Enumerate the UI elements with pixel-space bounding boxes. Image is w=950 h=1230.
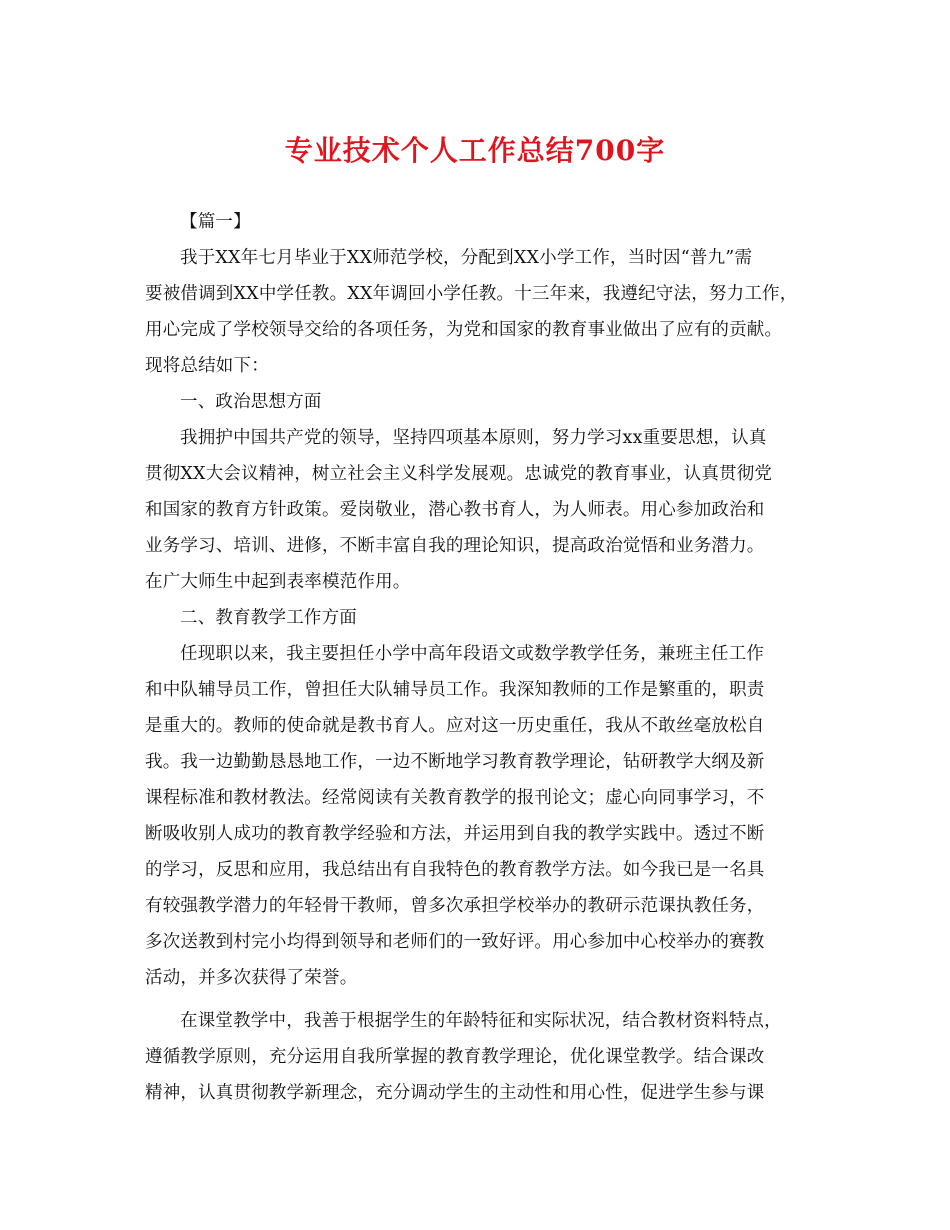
text-line: 活动，并多次获得了荣誉。	[145, 968, 358, 988]
text-line: 断吸收别人成功的教育教学经验和方法，并运用到自我的教学实践中。透过不断	[145, 824, 765, 844]
text-line: 有较强教学潜力的年轻骨干教师，曾多次承担学校举办的教研示范课执教任务，	[145, 896, 765, 916]
text-line: 贯彻XX大会议精神，树立社会主义科学发展观。忠诚党的教育事业，认真贯彻党	[145, 464, 773, 484]
text-line: 在课堂教学中，我善于根据学生的年龄特征和实际状况，结合教材资料特点，	[180, 1011, 782, 1031]
text-line: 和中队辅导员工作，曾担任大队辅导员工作。我深知教师的工作是繁重的，职责	[145, 680, 765, 700]
text-line: 现将总结如下：	[145, 356, 269, 376]
text-line: 和国家的教育方针政策。爱岗敬业，潜心教书育人，为人师表。用心参加政治和	[145, 500, 765, 520]
text-line: 在广大师生中起到表率模范作用。	[145, 572, 411, 592]
text-line: 是重大的。教师的使命就是教书育人。应对这一历史重任，我从不敢丝毫放松自	[145, 716, 765, 736]
document-title: 专业技术个人工作总结700字	[284, 134, 666, 167]
text-line: 多次送教到村完小均得到领导和老师们的一致好评。用心参加中心校举办的赛教	[145, 932, 765, 952]
text-line: 课程标准和教材教法。经常阅读有关教育教学的报刊论文；虚心向同事学习，不	[145, 788, 765, 808]
document-body	[145, 204, 810, 1111]
text-line: 任现职以来，我主要担任小学中高年段语文或数学教学任务，兼班主任工作	[180, 644, 765, 664]
text-line: 业务学习、培训、进修，不断丰富自我的理论知识，提高政治觉悟和业务潜力。	[145, 536, 765, 556]
text-line: 我拥护中国共产党的领导，坚持四项基本原则，努力学习xx重要思想，认真	[180, 428, 767, 448]
text-line: 一、政治思想方面	[180, 392, 322, 412]
text-line: 遵循教学原则，充分运用自我所掌握的教育教学理论，优化课堂教学。结合课改	[145, 1047, 765, 1067]
text-line: 精神，认真贯彻教学新理念，充分调动学生的主动性和用心性，促进学生参与课	[145, 1083, 765, 1103]
text-line: 用心完成了学校领导交给的各项任务，为党和国家的教育事业做出了应有的贡献。	[145, 320, 783, 340]
text-line: 我。我一边勤勤恳恳地工作，一边不断地学习教育教学理论，钻研教学大纲及新	[145, 752, 765, 772]
text-line: 要被借调到XX中学任教。XX年调回小学任教。十三年来，我遵纪守法，努力工作，	[145, 284, 798, 304]
text-line: 我于XX年七月毕业于XX师范学校，分配到XX小学工作，当时因“普九”需	[180, 248, 753, 268]
text-line: 的学习，反思和应用，我总结出有自我特色的教育教学方法。如今我已是一名具	[145, 860, 765, 880]
text-line: 【篇一】	[180, 212, 251, 232]
text-line: 二、教育教学工作方面	[180, 608, 357, 628]
